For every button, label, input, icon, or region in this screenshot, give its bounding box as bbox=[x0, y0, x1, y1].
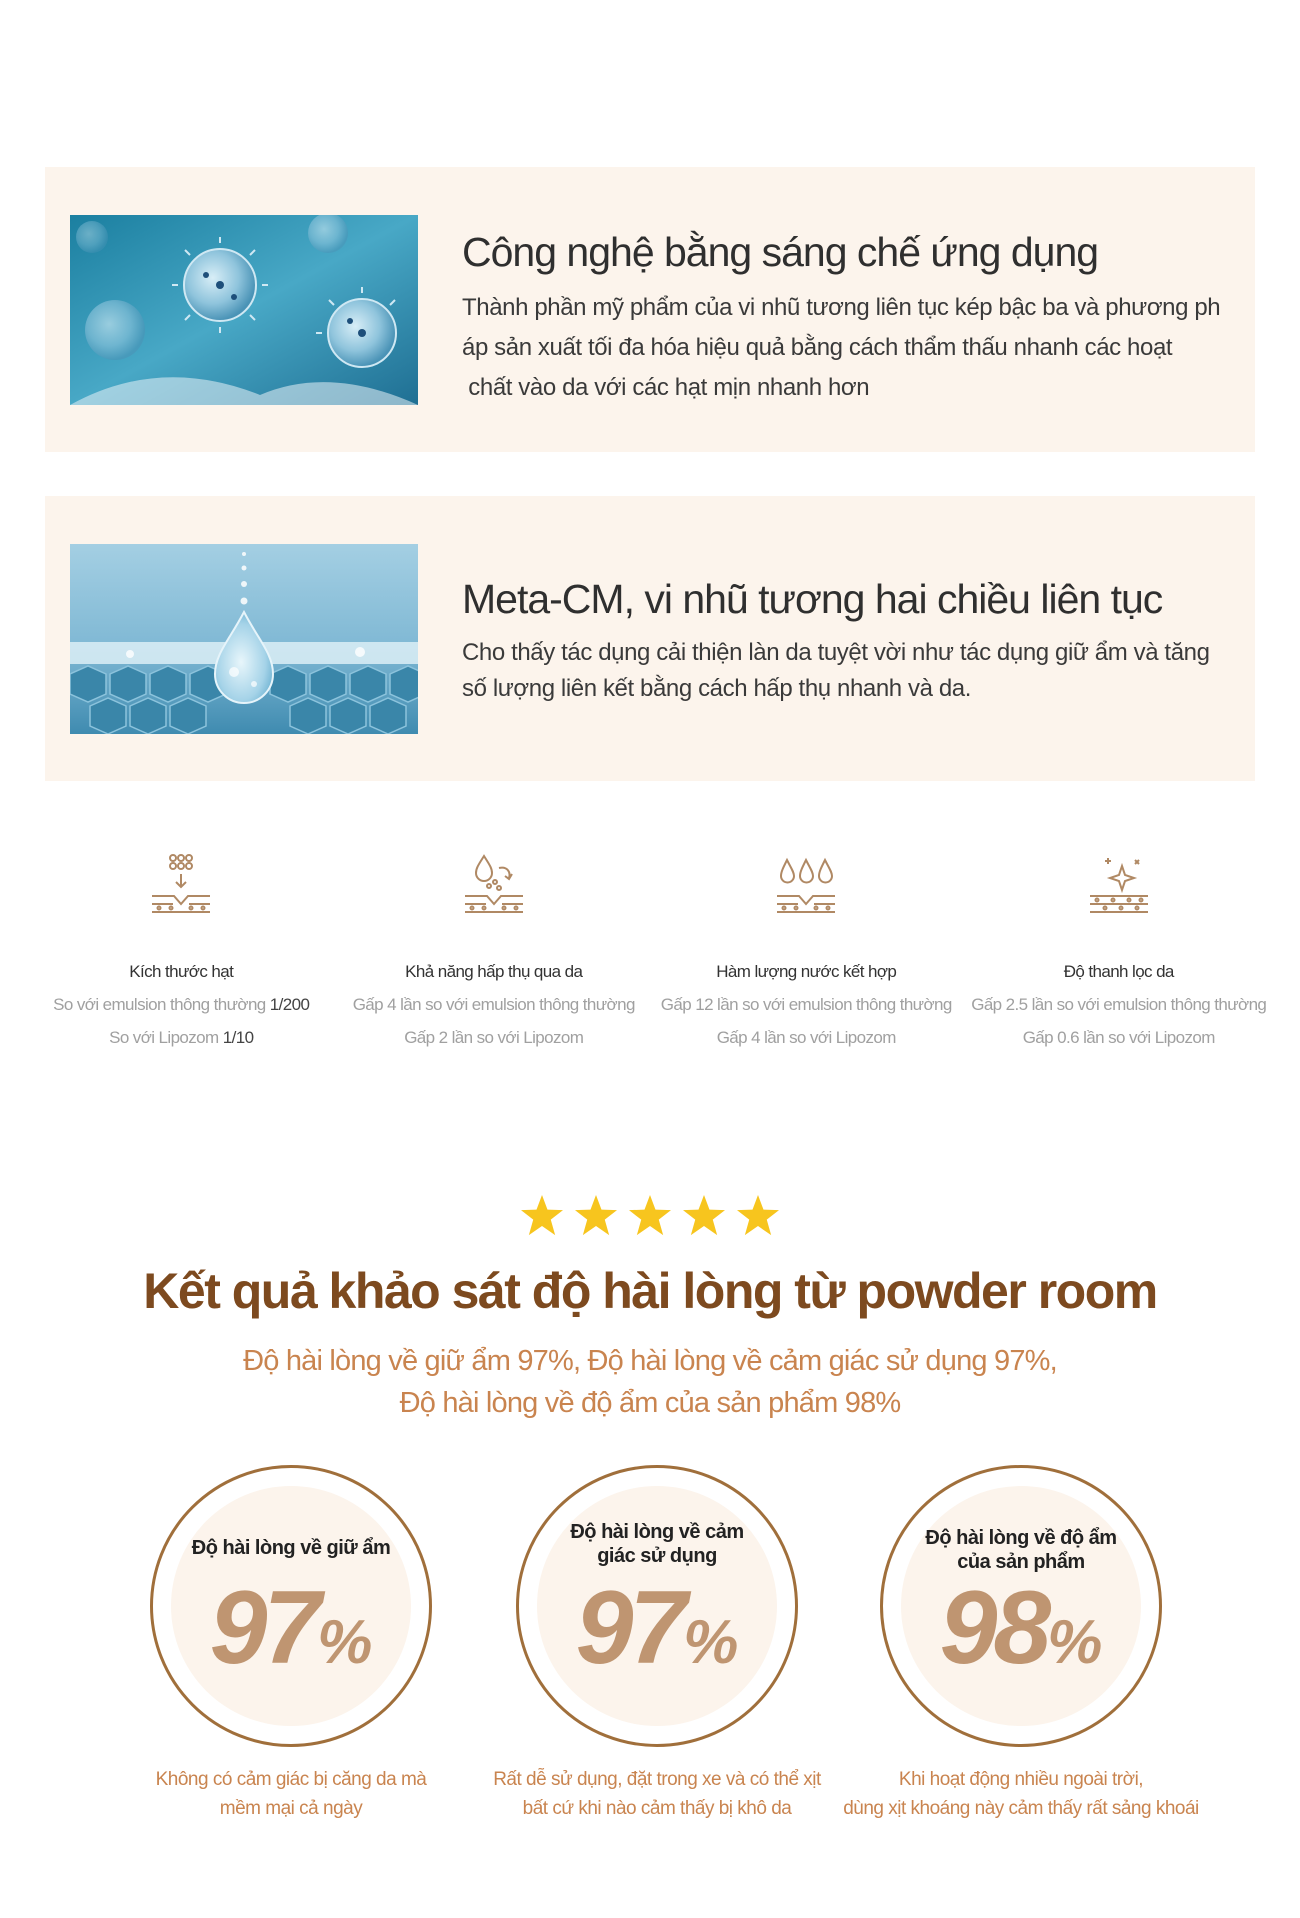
feature-text bbox=[462, 576, 1235, 707]
stat-title: Kích thước hạt bbox=[129, 962, 234, 981]
feature-card-patent bbox=[45, 167, 1255, 452]
stat-line-2: Gấp 4 lần so với Lipozom bbox=[716, 1028, 896, 1047]
stat-title: Hàm lượng nước kết hợp bbox=[716, 962, 897, 981]
result-caption: Khi hoạt động nhiều ngoài trời, dùng xịt khoáng này cảm thấy rất sảng khoái bbox=[843, 1769, 1199, 1819]
stat-skin-cleansing bbox=[963, 852, 1276, 1062]
stat-water-content bbox=[650, 852, 963, 1062]
survey-title: Kết quả khảo sát độ hài lòng từ powder room bbox=[143, 1263, 1157, 1319]
stat-line-1: Gấp 4 lần so với emulsion thông thường bbox=[352, 995, 635, 1014]
result-circle-moisture bbox=[150, 1465, 432, 1747]
feature-description: Cho thấy tác dụng cải thiện làn da tuyệt vời như tác dụng giữ ẩm và tăng số lượng liên kết bằng cách hấp thụ nhanh và da. bbox=[462, 639, 1210, 703]
star-rating bbox=[520, 1195, 780, 1237]
stat-title: Độ thanh lọc da bbox=[1063, 962, 1174, 981]
skin-absorption-icon bbox=[459, 852, 529, 922]
star-icon bbox=[682, 1195, 726, 1237]
result-value: 97% bbox=[209, 1570, 373, 1686]
feature-description: Thành phần mỹ phẩm của vi nhũ tương liên tục kép bậc ba và phương ph áp sản xuất tối đa hóa hiệu quả bằng cách thẩm thấu nhanh các hoạt chất vào da với các hạt mịn nhanh hơn bbox=[462, 294, 1221, 402]
skin-droplet-image bbox=[70, 544, 418, 734]
stats-row bbox=[25, 852, 1275, 1062]
stat-line-1: Gấp 12 lần so với emulsion thông thường bbox=[660, 995, 952, 1014]
water-content-icon bbox=[771, 852, 841, 922]
star-icon bbox=[736, 1195, 780, 1237]
feature-title: Công nghệ bằng sáng chế ứng dụng bbox=[462, 229, 1099, 275]
skin-cleansing-icon bbox=[1084, 852, 1154, 922]
result-caption: Rất dễ sử dụng, đặt trong xe và có thể xịt bất cứ khi nào cảm thấy bị khô da bbox=[493, 1769, 821, 1819]
result-circle-product-humidity bbox=[880, 1465, 1162, 1747]
stat-line-2: So với Lipozom 1/10 bbox=[109, 1028, 254, 1047]
star-icon bbox=[628, 1195, 672, 1237]
virus-cells-image bbox=[70, 215, 418, 405]
stat-line-1: So với emulsion thông thường 1/200 bbox=[53, 995, 310, 1014]
result-circle-usage-feel bbox=[516, 1465, 798, 1747]
particle-size-icon bbox=[146, 852, 216, 922]
feature-text bbox=[462, 229, 1235, 408]
stat-line-2: Gấp 2 lần so với Lipozom bbox=[404, 1028, 584, 1047]
result-caption: Không có cảm giác bị căng da mà mềm mại cả ngày bbox=[155, 1769, 427, 1819]
result-value: 97% bbox=[575, 1570, 739, 1686]
feature-title: Meta-CM, vi nhũ tương hai chiều liên tục bbox=[462, 576, 1163, 622]
feature-card-meta-cm bbox=[45, 496, 1255, 781]
stat-skin-absorption bbox=[338, 852, 651, 1062]
stat-particle-size bbox=[25, 852, 338, 1062]
stat-line-2: Gấp 0.6 lần so với Lipozom bbox=[1022, 1028, 1215, 1047]
result-label: Độ hài lòng về độ ẩm của sản phẩm bbox=[925, 1527, 1117, 1573]
star-icon bbox=[574, 1195, 618, 1237]
result-value: 98% bbox=[939, 1570, 1103, 1686]
result-label: Độ hài lòng về cảm giác sử dụng bbox=[570, 1521, 744, 1567]
result-label: Độ hài lòng về giữ ẩm bbox=[191, 1537, 391, 1559]
star-icon bbox=[520, 1195, 564, 1237]
survey-subtitle: Độ hài lòng về giữ ẩm 97%, Độ hài lòng về cảm giác sử dụng 97%, Độ hài lòng về độ ẩm của sản phẩm 98% bbox=[243, 1345, 1057, 1419]
stat-line-1: Gấp 2.5 lần so với emulsion thông thường bbox=[971, 995, 1267, 1014]
stat-title: Khả năng hấp thụ qua da bbox=[405, 962, 583, 981]
